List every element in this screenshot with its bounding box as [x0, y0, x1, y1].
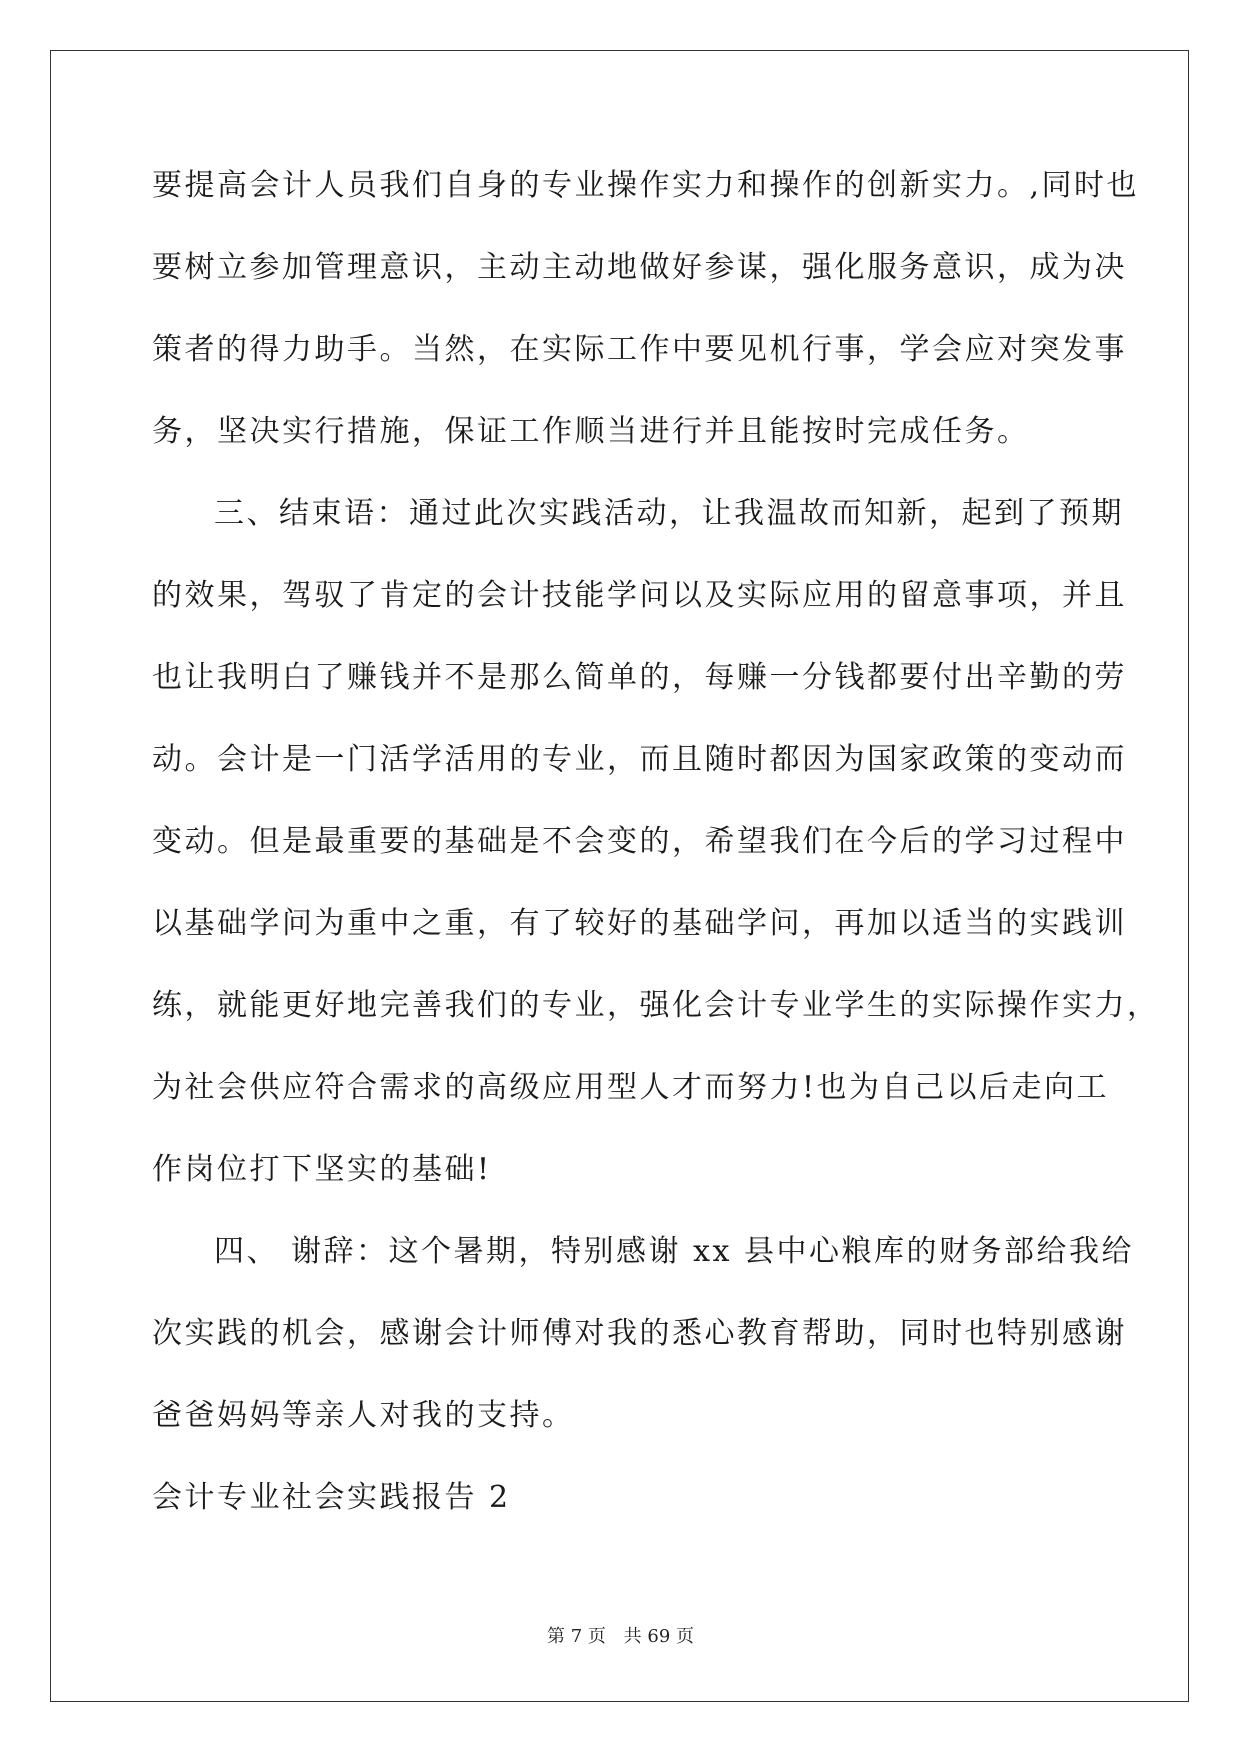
paragraph-line: 要树立参加管理意识，主动主动地做好参谋，强化服务意识，成为决	[152, 250, 1127, 285]
page-footer	[0, 1622, 1241, 1648]
paragraph-line: 要提高会计人员我们自身的专业操作实力和操作的创新实力。,同时也	[152, 168, 1140, 203]
paragraph-line: 以基础学问为重中之重，有了较好的基础学问，再加以适当的实践训	[152, 906, 1127, 941]
page-total: 共 69 页	[623, 1626, 694, 1647]
paragraph-line: 次实践的机会，感谢会计师傅对我的悉心教育帮助，同时也特别感谢	[152, 1316, 1127, 1351]
paragraph-line: 的效果，驾驭了肯定的会计技能学问以及实际应用的留意事项，并且	[152, 578, 1127, 613]
paragraph-line: 动。会计是一门活学活用的专业，而且随时都因为国家政策的变动而	[152, 742, 1127, 777]
document-body	[152, 160, 1160, 1554]
paragraph-line: 作岗位打下坚实的基础!	[152, 1152, 492, 1187]
paragraph-line: 变动。但是最重要的基础是不会变的，希望我们在今后的学习过程中	[152, 824, 1127, 859]
paragraph-line: 策者的得力助手。当然，在实际工作中要见机行事，学会应对突发事	[152, 332, 1127, 367]
page-number: 第 7 页	[547, 1626, 606, 1647]
paragraph-line: 也让我明白了赚钱并不是那么简单的，每赚一分钱都要付出辛勤的劳	[152, 660, 1127, 695]
section-heading: 会计专业社会实践报告 2	[152, 1480, 511, 1515]
paragraph-line: 爸爸妈妈等亲人对我的支持。	[152, 1398, 575, 1433]
paragraph-line: 四、 谢辞：这个暑期，特别感谢 xx 县中心粮库的财务部给我给	[214, 1234, 1134, 1269]
paragraph-line: 练，就能更好地完善我们的专业，强化会计专业学生的实际操作实力，	[152, 988, 1160, 1023]
paragraph-line: 三、结束语：通过此次实践活动，让我温故而知新，起到了预期	[214, 496, 1124, 531]
paragraph-line: 务，坚决实行措施，保证工作顺当进行并且能按时完成任务。	[152, 414, 1030, 449]
paragraph-line: 为社会供应符合需求的高级应用型人才而努力!也为自己以后走向工	[152, 1070, 1110, 1105]
